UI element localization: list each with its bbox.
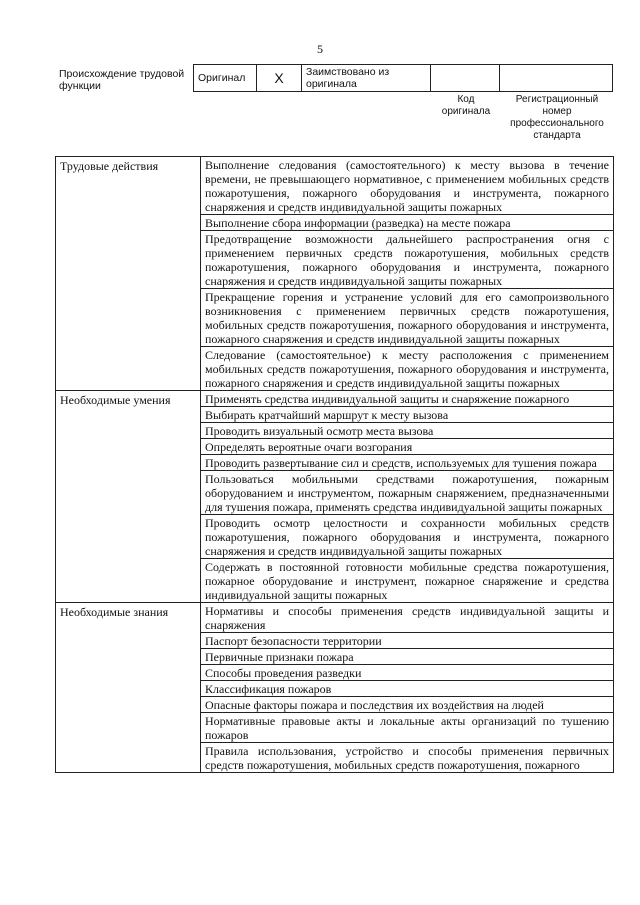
section-item: Выбирать кратчайший маршрут к месту вызова — [201, 407, 614, 423]
borrowed-cell: Заимствовано из оригинала — [302, 65, 431, 92]
section-item: Классификация пожаров — [201, 681, 614, 697]
section-label: Трудовые действия — [56, 157, 201, 391]
section-item: Следование (самостоятельное) к месту расположения с применением мобильных средств пожаротушения, пожарного оборудования и инструмента, пожарного снаряжения и средств индивидуальной защиты пожарных — [201, 347, 614, 391]
section-item: Проводить развертывание сил и средств, используемых для тушения пожара — [201, 455, 614, 471]
table-row — [56, 157, 614, 215]
section-item: Выполнение сбора информации (разведка) на месте пожара — [201, 215, 614, 231]
section-item: Применять средства индивидуальной защиты и снаряжение пожарного — [201, 391, 614, 407]
section-item: Прекращение горения и устранение условий для его самопроизвольного возникновения с применением первичных средств пожаротушения, мобильных средств пожаротушения, пожарного оборудования и инструмента, пожарного снаряжения и средств индивидуальной защиты пожарных — [201, 289, 614, 347]
code-caption: Код оригинала — [441, 94, 491, 117]
table-row — [56, 603, 614, 633]
origin-table — [193, 64, 613, 92]
reg-number-caption: Регистрационный номер профессионального стандарта — [510, 94, 604, 141]
section-item: Нормативные правовые акты и локальные акты организаций по тушению пожаров — [201, 713, 614, 743]
table-row — [56, 391, 614, 407]
section-item: Предотвращение возможности дальнейшего распространения огня с применением первичных средств пожаротушения, мобильных средств пожаротушения, пожарного оборудования и инструмента, пожарного снаряжения и средств индивидуальной защиты пожарных — [201, 231, 614, 289]
section-item: Паспорт безопасности территории — [201, 633, 614, 649]
section-item: Опасные факторы пожара и последствия их воздействия на людей — [201, 697, 614, 713]
section-item: Нормативы и способы применения средств индивидуальной защиты и снаряжения — [201, 603, 614, 633]
section-item: Проводить визуальный осмотр места вызова — [201, 423, 614, 439]
section-label: Необходимые умения — [56, 391, 201, 603]
section-item: Пользоваться мобильными средствами пожаротушения, пожарным оборудованием и инструментом, пожарным снаряжением, предназначенными для тушения пожара, применять средства индивидуальной защиты пожарных — [201, 471, 614, 515]
original-mark: X — [257, 65, 302, 92]
section-item: Содержать в постоянной готовности мобильные средства пожаротушения, пожарное оборудование и инструмент, пожарное снаряжение и средства индивидуальной защиты пожарных — [201, 559, 614, 603]
section-item: Первичные признаки пожара — [201, 649, 614, 665]
function-table — [55, 156, 614, 773]
section-item: Правила использования, устройство и способы применения первичных средств пожаротушения, мобильных средств пожаротушения, пожарного — [201, 743, 614, 773]
code-cell — [431, 65, 500, 92]
origin-label: Происхождение трудовой функции — [59, 68, 185, 92]
page-number: 5 — [317, 42, 323, 56]
section-item: Проводить осмотр целостности и сохранности мобильных средств пожаротушения, пожарного оборудования и инструмента, пожарного снаряжения и средств индивидуальной защиты пожарных — [201, 515, 614, 559]
original-cell: Оригинал — [194, 65, 257, 92]
section-item: Определять вероятные очаги возгорания — [201, 439, 614, 455]
section-label: Необходимые знания — [56, 603, 201, 773]
section-item: Способы проведения разведки — [201, 665, 614, 681]
reg-number-cell — [500, 65, 613, 92]
section-item: Выполнение следования (самостоятельного) к месту вызова в течение времени, не превышающего нормативное, с применением мобильных средств пожаротушения, пожарного оборудования и инструмента, пожарного снаряжения и средств индивидуальной защиты пожарных — [201, 157, 614, 215]
